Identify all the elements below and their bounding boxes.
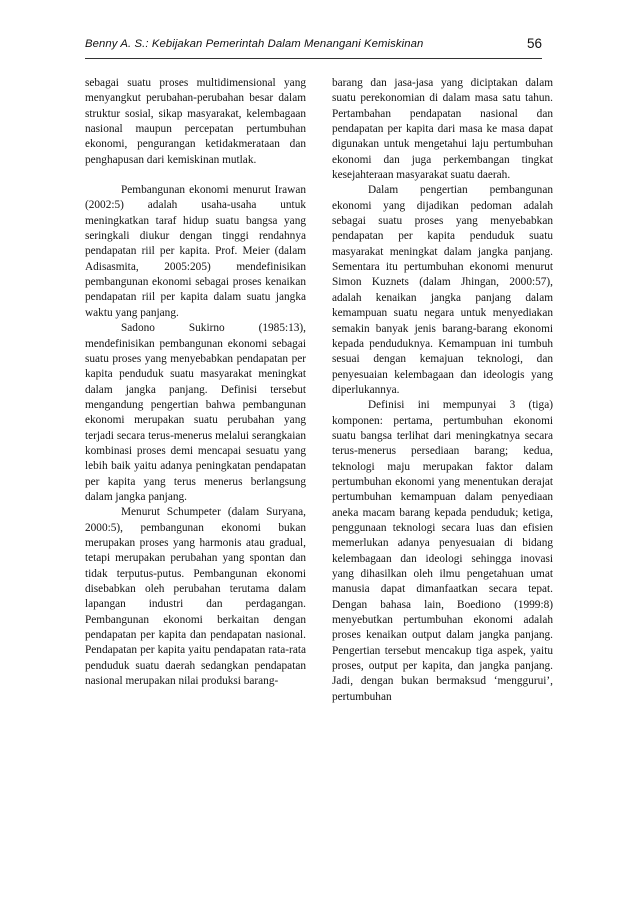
header-rule bbox=[85, 58, 542, 59]
running-header-title: Benny A. S.: Kebijakan Pemerintah Dalam Menangani Kemiskinan bbox=[85, 38, 424, 50]
paragraph-continued-right: barang dan jasa-jasa yang diciptakan dalam suatu perekonomian di dalam masa satu tahun. Pertambahan pendapatan nasional dan pendapatan per kapita dari masa ke masa dapat digunakan untuk mengetahui laju pertumbuhan ekonomi dan juga perkembangan tingkat kesejahteraan masyarakat suatu daerah. bbox=[332, 77, 553, 182]
paragraph-kuznets: Dalam pengertian pembangunan ekonomi yang dijadikan pedoman adalah sebagai suatu proses yang menyebabkan pendapatan per kapita penduduk suatu masyarakat meningkat dalam jangka panjang. Sementara itu pertumbuhan ekonomi menurut Simon Kuznets (dalam Jhingan, 2000:57), adalah kenaikan jangka panjang dalam kemampuan suatu negara untuk menyediakan semakin banyak jenis barang-barang ekonomi kepada penduduknya. Kemampuan ini tumbuh sesuai dengan kemajuan teknologi, dan penyesuaian kelembagaan dan ideologis yang diperlukannya. bbox=[332, 184, 553, 396]
paragraph-three-components: Definisi ini mempunyai 3 (tiga) komponen: pertama, pertumbuhan ekonomi suatu bangsa terlihat dari meningkatnya secara terus-menerus persediaan barang; kedua, teknologi maju merupakan faktor dalam pertumbuhan ekonomi yang menentukan derajat pertumbuhan kemampuan dalam penyediaan aneka macam barang kepada penduduk; ketiga, penggunaan teknologi secara luas dan efisien memerlukan adanya penyesuaian di bidang kelembagaan dan ideologi sehingga inovasi yang dihasilkan oleh ilmu pengetahuan umat manusia dapat dimanfaatkan secara tepat. Dengan bahasa lain, Boediono (1999:8) menyebutkan pertumbuhan ekonomi adalah proses kenaikan output dalam jangka panjang. Pengertian tersebut mencakup tiga aspek, yaitu proses, output per kapita, dan jangka panjang. Jadi, dengan bukan bermaksud ‘menggurui’, pertumbuhan bbox=[332, 399, 553, 703]
left-column bbox=[85, 76, 306, 689]
paragraph-irawan: Pembangunan ekonomi menurut Irawan (2002:5) adalah usaha-usaha untuk meningkatkan taraf hidup suatu bangsa yang seringkali diukur dengan tinggi rendahnya pendapatan riil per kapita. Prof. Meier (dalam Adisasmita, 2005:205) mendefinisikan pembangunan ekonomi sebagai proses kenaikan pendapatan riil per kapita dalam suatu jangka waktu yang panjang. bbox=[85, 184, 306, 319]
right-column bbox=[332, 76, 553, 705]
paragraph-continued: sebagai suatu proses multidimensional yang menyangkut perubahan-perubahan besar dalam struktur sosial, sikap masyarakat, kelembagaan nasional maupun percepatan pertumbuhan ekonomi, pengurangan ketidakmerataan dan penghapusan dari kemiskinan mutlak. bbox=[85, 77, 306, 166]
page-number: 56 bbox=[526, 36, 542, 51]
paragraph-schumpeter: Menurut Schumpeter (dalam Suryana, 2000:5), pembangunan ekonomi bukan merupakan proses yang harmonis atau gradual, tetapi merupakan perubahan yang spontan dan tidak terputus-putus. Pembangunan ekonomi disebabkan oleh perubahan terutama dalam lapangan industri dan perdagangan. Pembangunan ekonomi berkaitan dengan pendapatan per kapita dan pendapatan nasional. Pendapatan per kapita yaitu pendapatan rata-rata penduduk suatu daerah sedangkan pendapatan nasional merupakan nilai produksi barang- bbox=[85, 506, 306, 688]
running-header bbox=[85, 38, 542, 56]
paragraph-sukirno: Sadono Sukirno (1985:13), mendefinisikan pembangunan ekonomi sebagai suatu proses yang menyebabkan pendapatan per kapita penduduk suatu masyarakat meningkat dalam jangka panjang. Definisi tersebut mengandung pengertian bahwa pembangunan ekonomi merupakan suatu perubahan yang terjadi secara terus-menerus melalui serangkaian kombinasi proses demi mencapai sesuatu yang lebih baik yaitu adanya peningkatan pendapatan per kapita yang terus menerus berlangsung dalam jangka panjang. bbox=[85, 322, 306, 503]
